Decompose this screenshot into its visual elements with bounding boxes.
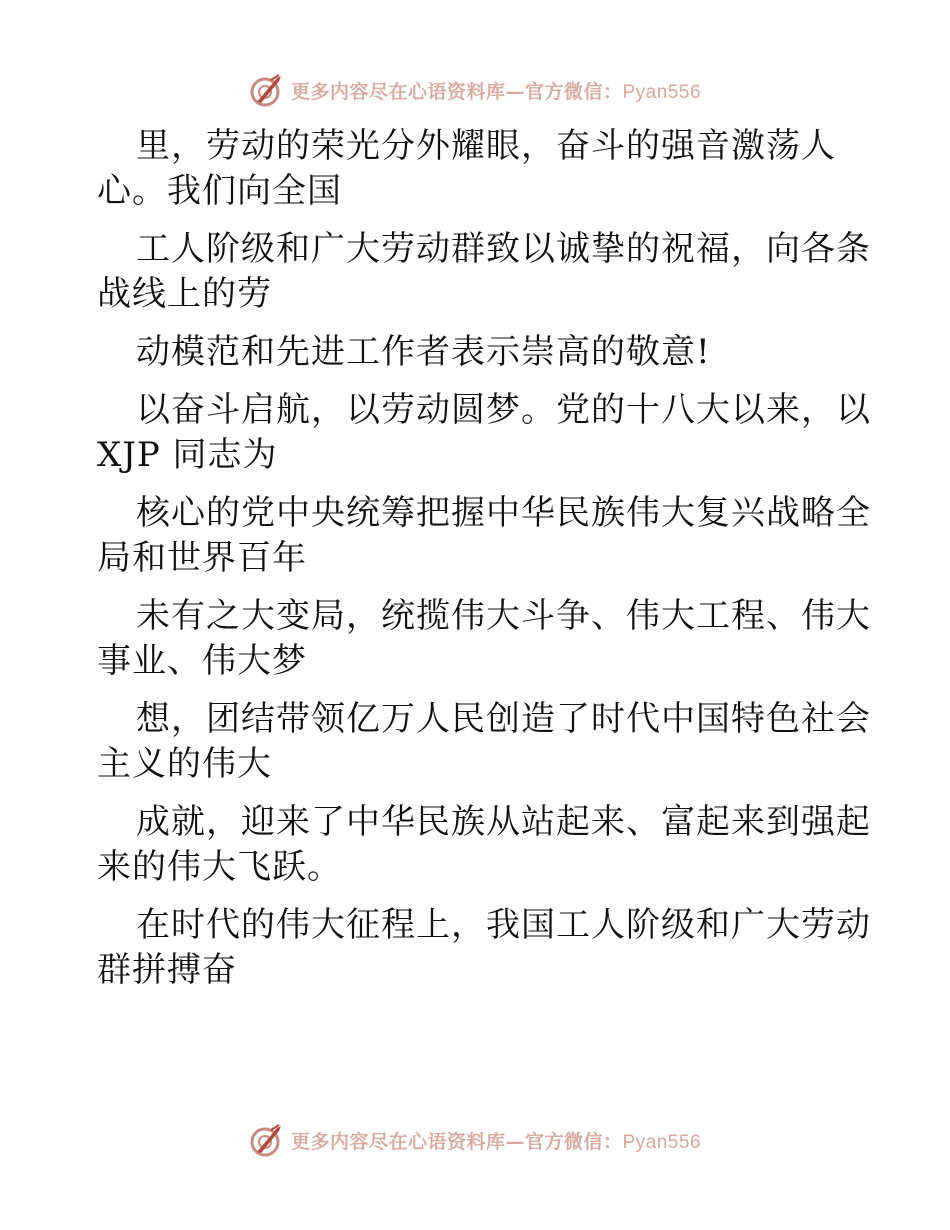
- body-line: 核心的党中央统筹把握中华民族伟大复兴战略全: [136, 493, 871, 533]
- quill-seal-logo-icon: [249, 72, 285, 108]
- body-line: 里，劳动的荣光分外耀眼，奋斗的强音激荡人: [136, 126, 836, 166]
- body-line: 战线上的劳: [97, 274, 272, 314]
- body-line: 工人阶级和广大劳动群致以诚挚的祝福，向各条: [136, 229, 871, 269]
- body-line: 成就，迎来了中华民族从站起来、富起来到强起: [136, 802, 871, 842]
- body-line: 事业、伟大梦: [97, 641, 307, 681]
- header-watermark: [0, 70, 950, 110]
- body-line: 主义的伟大: [97, 744, 272, 784]
- body-line: 心。我们向全国: [97, 171, 342, 211]
- body-line: XJP 同志为: [97, 435, 278, 475]
- body-line: 局和世界百年: [97, 538, 307, 578]
- body-line: 群拼搏奋: [97, 950, 237, 990]
- document-body: [97, 124, 871, 993]
- footer-watermark: [0, 1120, 950, 1160]
- body-line: 以奋斗启航，以劳动圆梦。党的十八大以来，以: [136, 390, 871, 430]
- body-line: 动模范和先进工作者表示崇高的敬意!: [136, 332, 711, 372]
- body-line: 想，团结带领亿万人民创造了时代中国特色社会: [136, 699, 871, 739]
- quill-seal-logo-icon: [249, 1122, 285, 1158]
- body-line: 来的伟大飞跃。: [97, 847, 342, 887]
- watermark-text: 更多内容尽在心语资料库—官方微信：Pyan556: [290, 80, 702, 103]
- body-line: 未有之大变局，统揽伟大斗争、伟大工程、伟大: [136, 596, 871, 636]
- watermark-text: 更多内容尽在心语资料库—官方微信：Pyan556: [290, 1130, 702, 1153]
- body-line: 在时代的伟大征程上，我国工人阶级和广大劳动: [136, 905, 871, 945]
